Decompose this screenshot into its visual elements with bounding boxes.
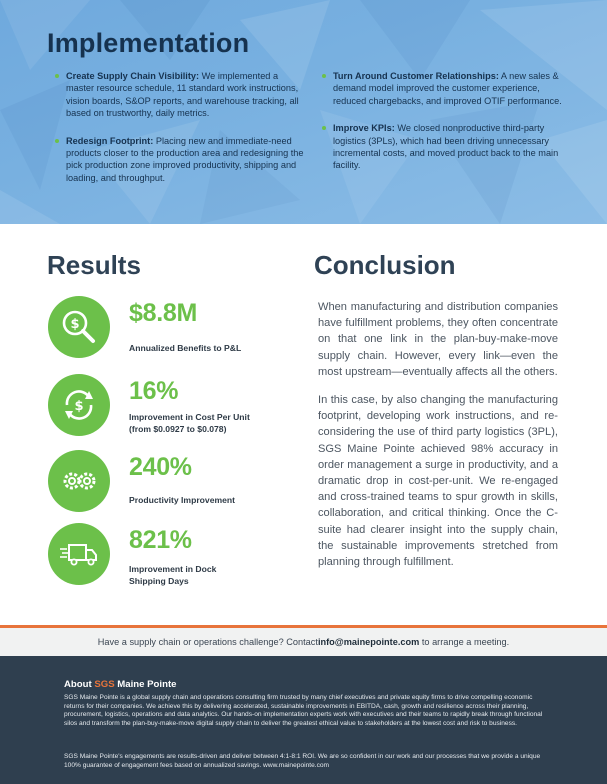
cta-text-suffix: to arrange a meeting. — [419, 637, 510, 647]
result-item — [48, 450, 288, 514]
svg-text:$: $ — [70, 317, 80, 332]
implementation-item-body: A new sales & demand model improved the customer experience, reduced chargebacks, and improved OTIF performance. — [333, 71, 562, 106]
implementation-item — [322, 122, 572, 172]
result-value: 240% — [129, 453, 192, 481]
conclusion-paragraph: When manufacturing and distribution companies have fulfillment problems, they often concentrate on that one link in the plan-buy-make-move supply chain. However, every link—even the most upstream—eventually affects all the others. — [318, 301, 558, 378]
implementation-item-heading: Turn Around Customer Relationships: — [333, 71, 499, 81]
result-value: 821% — [129, 526, 192, 554]
implementation-item-heading: Improve KPIs: — [333, 123, 395, 134]
implementation-title: Implementation — [47, 28, 250, 58]
result-value: $8.8M — [129, 299, 197, 327]
implementation-item-body: We closed nonproductive third-party logistics (3PLs), which had been driving unnecessary incremental costs, and moved product back to the main facility. — [333, 123, 559, 171]
result-label: Improvement in Dock Shipping Days — [129, 564, 217, 586]
conclusion-paragraph: In this case, by also changing the manufacturing footprint, developing work instructions, and re-considering the use of third party logistics (3PL), SGS Maine Pointe achieved 98% accuracy in order management a surge in productivity, and a dramatic drop in cost-per-unit. We re-engaged and cross-trained teams to spur growth in skills, collaboration, and critical thinking. Once the C-suite had clearer insight into the supply chain, the sustainable improvements stretched from planning through fulfillment. — [318, 394, 558, 569]
conclusion-body — [318, 299, 558, 582]
contact-email-link[interactable]: info@mainepointe.com — [317, 637, 420, 647]
about-heading: About SGS Maine Pointe — [64, 679, 177, 690]
delivery-truck-icon — [48, 523, 110, 585]
cta-bar — [0, 628, 607, 656]
implementation-item-heading: Redesign Footprint: — [66, 135, 154, 146]
about-footer — [0, 656, 607, 784]
result-label: Annualized Benefits to P&L — [129, 343, 242, 353]
implementation-item-body: Placing new and immediate-need products closer to the production area and redesigning the pick production zone improved productivity, shipping and loading, and throughput. — [66, 135, 304, 183]
implementation-item-heading: Create Supply Chain Visibility: — [66, 71, 200, 81]
implementation-item — [322, 70, 572, 107]
result-label: Productivity Improvement — [129, 495, 236, 505]
implementation-column-right — [322, 70, 572, 187]
conclusion-title: Conclusion — [314, 250, 456, 280]
brand-name: SGS — [94, 679, 115, 690]
result-item — [48, 296, 288, 360]
about-paragraph: SGS Maine Pointe is a global supply chain and operations consulting firm trusted by many chief executives and private equity firms to drive compelling economic returns for their companies. We achieve this by delivering accelerated, sustainable improvements in EBITDA, cash, growth and resilience across their planning, procurement, logistics, operations and data analytics. Our hands-on implementation experts work with executives and their teams to rapidly break through functional silos and transform the plan-buy-make-move digital supply chain to deliver the greatest ethical value to stakeholders at the lowest cost and risk to business. — [64, 694, 543, 727]
svg-text:$: $ — [74, 399, 84, 414]
result-item — [48, 374, 288, 438]
result-item — [48, 523, 288, 587]
result-label: Improvement in Cost Per Unit (from $0.0927 to $0.078) — [129, 412, 250, 434]
cycle-dollar-icon — [48, 374, 110, 436]
results-title: Results — [47, 250, 141, 280]
implementation-item — [55, 70, 305, 120]
gears-icon — [48, 450, 110, 512]
implementation-section — [0, 0, 607, 224]
magnifier-dollar-icon — [48, 296, 110, 358]
implementation-item — [55, 135, 305, 185]
result-value: 16% — [129, 377, 179, 405]
about-paragraph: SGS Maine Pointe's engagements are results-driven and deliver between 4:1-8:1 ROI. We are so confident in our work and our processes that we provide a unique 100% guarantee of engagement fees based on annualized savings. www.mainepointe.com — [64, 753, 541, 769]
cta-text-prefix: Have a supply chain or operations challenge? Contact — [97, 637, 318, 647]
implementation-column-left — [55, 70, 305, 199]
implementation-item-body: We implemented a master resource schedule, 11 standard work instructions, vision boards, S&OP reports, and warehouse tracking, all based on trustworthy, daily metrics. — [66, 71, 299, 119]
